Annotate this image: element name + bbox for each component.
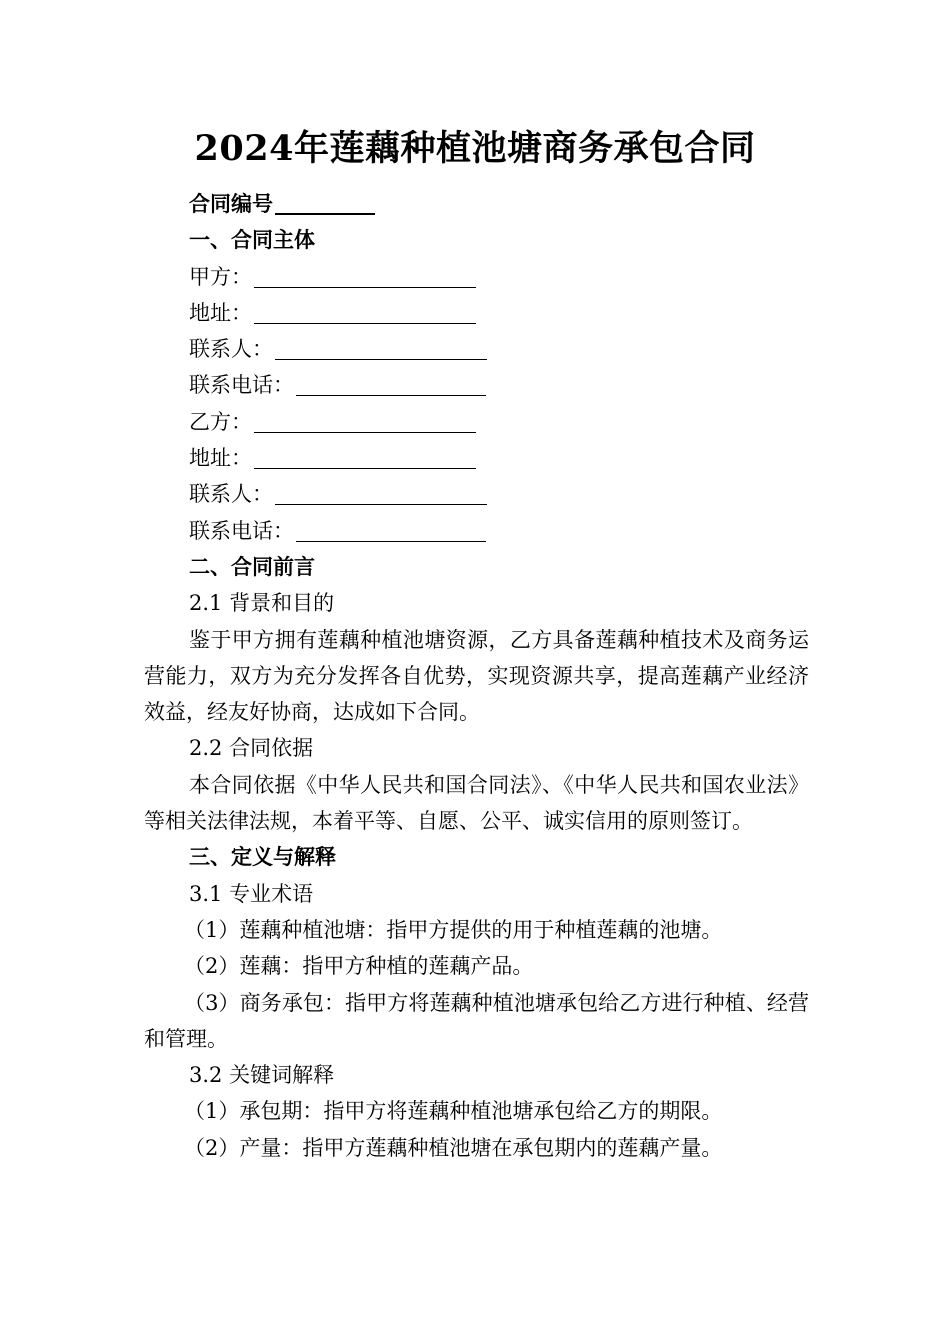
definition-item: （1）承包期：指甲方将莲藕种植池塘承包给乙方的期限。 [184,1099,723,1124]
field-label: 联系人： [189,337,273,362]
contract-number-line [144,186,809,222]
contract-number-blank [275,187,375,215]
subsection-heading: 3.1 专业术语 [189,881,314,906]
paragraph: 鉴于甲方拥有莲藕种植池塘资源，乙方具备莲藕种植技术及商务运营能力，双方为充分发挥各自优势，实现资源共享，提高莲藕产业经济效益，经友好协商，达成如下合同。 [144,627,809,725]
section-heading: 二、合同前言 [189,553,315,579]
fill-blank [254,442,476,469]
document-body [144,186,809,1166]
party-a-address-field [144,295,809,331]
fill-blank [254,261,476,288]
paragraph: 本合同依据《中华人民共和国合同法》、《中华人民共和国农业法》等相关法律法规，本着平等、自愿、公平、诚实信用的原则签订。 [144,772,809,834]
document-title: 2024年莲藕种植池塘商务承包合同 [194,128,756,169]
fill-blank [254,406,476,433]
definition-item: （2）产量：指甲方莲藕种植池塘在承包期内的莲藕产量。 [184,1135,723,1160]
party-a-phone-field [144,367,809,403]
fill-blank [296,515,486,542]
field-label: 联系电话： [189,373,294,398]
definition-item: （3）商务承包：指甲方将莲藕种植池塘承包给乙方进行种植、经营和管理。 [144,990,809,1051]
field-label: 地址： [189,446,252,471]
fill-blank [254,297,476,324]
field-label: 联系电话： [189,518,294,543]
fill-blank [275,478,487,505]
definition-item: （1）莲藕种植池塘：指甲方提供的用于种植莲藕的池塘。 [184,917,723,942]
party-b-phone-field [144,513,809,549]
contract-number-label: 合同编号 [189,191,273,216]
definition-item: （2）莲藕：指甲方种植的莲藕产品。 [184,954,534,979]
party-a-contact-field [144,331,809,367]
section-heading: 一、合同主体 [189,227,315,253]
field-label: 联系人： [189,482,273,507]
section-heading: 三、定义与解释 [189,844,336,870]
fill-blank [296,369,486,396]
party-b-address-field [144,440,809,476]
subsection-heading: 2.2 合同依据 [189,736,314,761]
field-label: 乙方： [189,409,252,434]
subsection-heading: 3.2 关键词解释 [189,1063,335,1088]
fill-blank [275,333,487,360]
field-label: 甲方： [189,264,252,289]
field-label: 地址： [189,300,252,325]
party-b-contact-field [144,476,809,512]
party-b-field [144,404,809,440]
party-a-field [144,259,809,295]
subsection-heading: 2.1 背景和目的 [189,591,335,616]
